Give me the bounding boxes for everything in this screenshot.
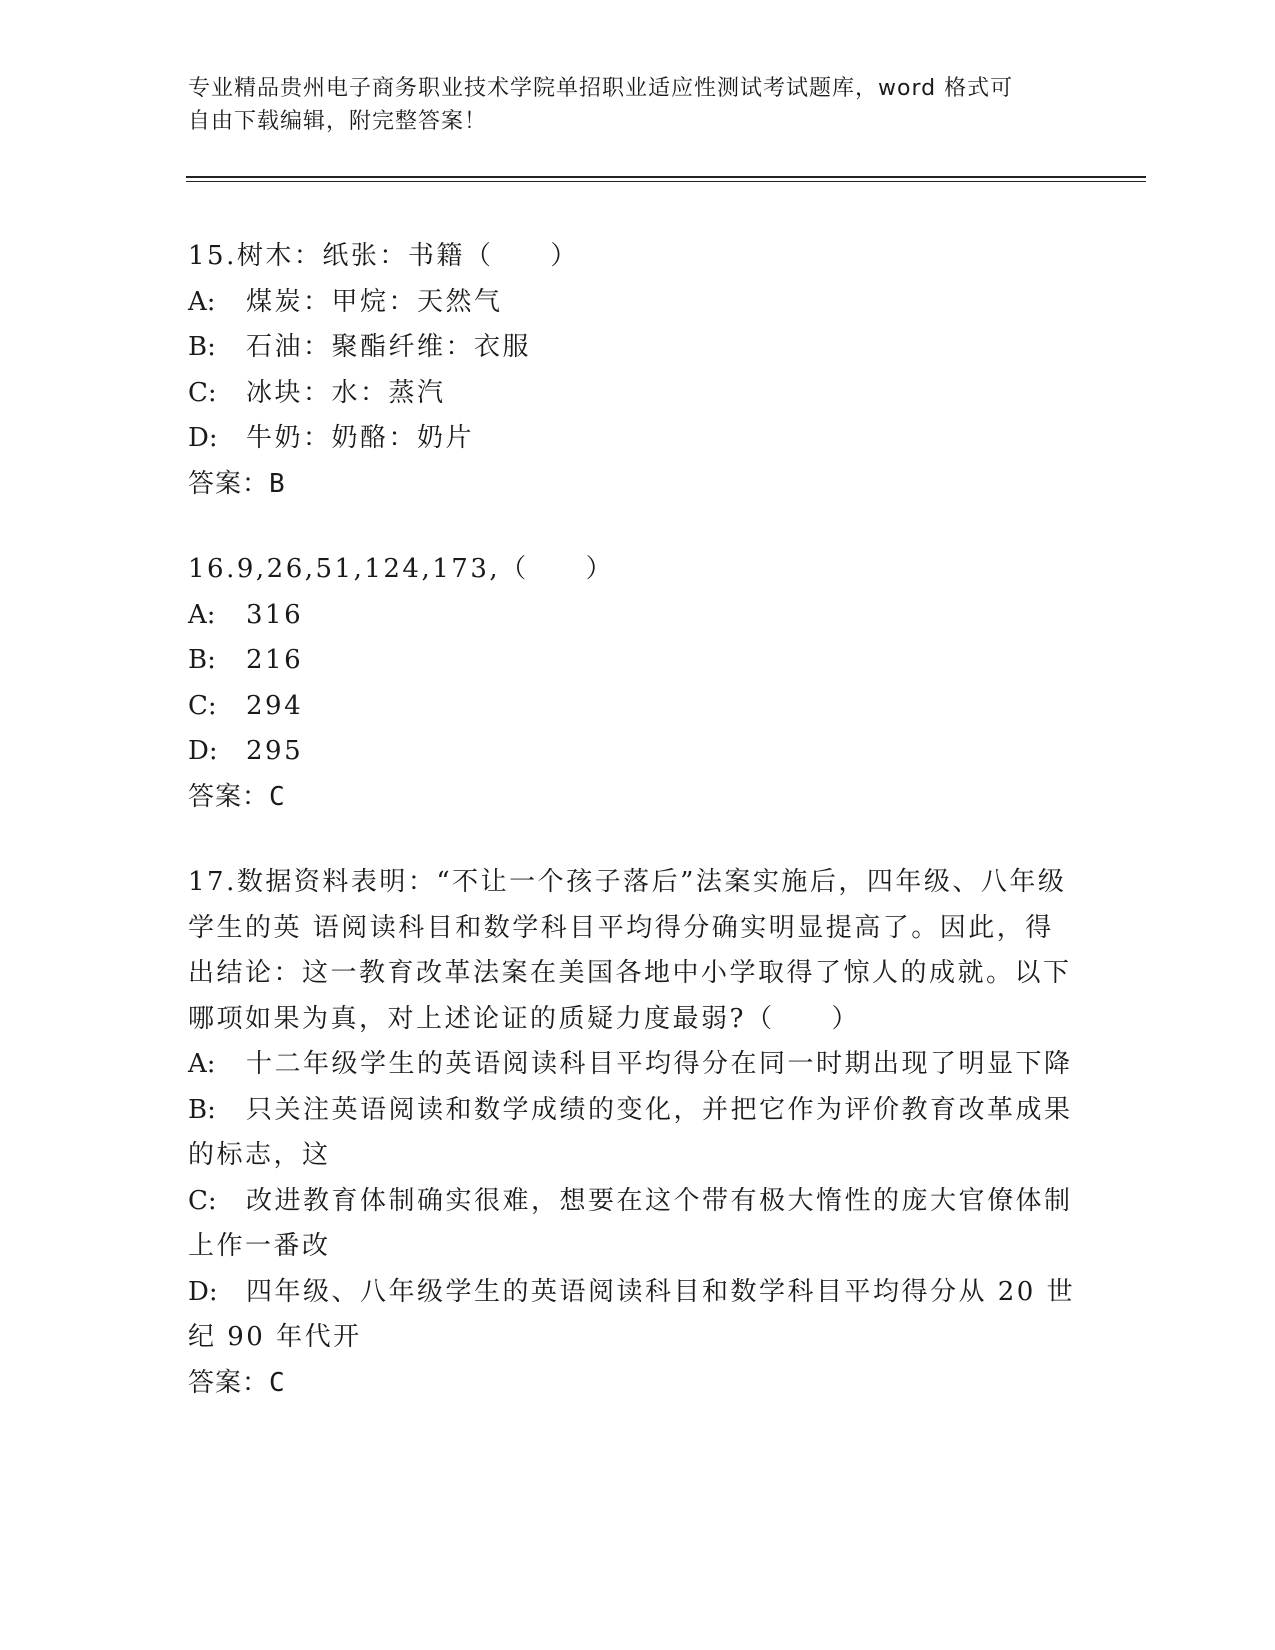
option-text: 316 (246, 599, 304, 630)
option-a (188, 280, 1078, 326)
option-text: 改进教育体制确实很难，想要在这个带有极大惰性的庞大官僚体制上作一番改 (188, 1185, 1073, 1261)
option-key: A: (188, 599, 216, 630)
answer-label: 答案： (188, 1367, 270, 1398)
option-key: A: (188, 286, 216, 317)
option-text: 十二年级学生的英语阅读科目平均得分在同一时期出现了明显下降 (246, 1049, 1073, 1079)
answer-line (188, 775, 1078, 821)
option-c (188, 684, 1078, 730)
answer-value: C (269, 1367, 286, 1398)
question-17 (188, 860, 1078, 1406)
option-d (188, 729, 1078, 775)
document-header (188, 72, 1088, 138)
option-key: C: (188, 1185, 217, 1216)
answer-label: 答案： (188, 468, 270, 499)
option-d (188, 1270, 1078, 1361)
option-c (188, 1179, 1078, 1270)
option-d (188, 416, 1078, 462)
question-title: 15.树木：纸张：书籍（ ） (188, 241, 579, 271)
option-key: D: (188, 423, 218, 453)
option-key: A: (188, 1049, 216, 1079)
answer-value: C (269, 781, 286, 812)
option-text: 294 (246, 690, 304, 721)
option-text: 只关注英语阅读和数学成绩的变化，并把它作为评价教育改革成果的标志，这 (188, 1094, 1073, 1170)
option-key: D: (188, 736, 218, 766)
answer-line (188, 462, 1078, 508)
option-key: B: (188, 332, 216, 362)
question-title: 17.数据资料表明：“不让一个孩子落后”法案实施后，四年级、八年级学生的英 语阅读科目和数学科目平均得分确实明显提高了。因此，得出结论：这一教育改革法案在美国各地中小学取得了惊人的成就。以下哪项如果为真，对上述论证的质疑力度最弱?（ ） (188, 867, 1072, 1034)
option-a (188, 593, 1078, 639)
question-title: 16.9,26,51,124,173,（ ） (188, 554, 615, 584)
header-line-1: 专业精品贵州电子商务职业技术学院单招职业适应性测试考试题库，word 格式可 (188, 76, 1014, 101)
option-b (188, 638, 1078, 684)
option-key: D: (188, 1276, 218, 1307)
option-text: 冰块：水：蒸汽 (246, 377, 446, 408)
option-text: 牛奶：奶酪：奶片 (246, 423, 475, 453)
option-c (188, 371, 1078, 417)
header-divider-thin (186, 181, 1146, 182)
option-key: B: (188, 645, 216, 675)
header-line-2: 自由下载编辑，附完整答案！ (188, 109, 488, 134)
answer-label: 答案： (188, 781, 270, 812)
option-text: 煤炭：甲烷：天然气 (246, 286, 503, 317)
option-b (188, 1088, 1078, 1179)
option-key: C: (188, 690, 217, 721)
option-text: 石油：聚酯纤维：衣服 (246, 332, 532, 362)
question-list (188, 234, 1078, 1446)
option-b (188, 325, 1078, 371)
question-15 (188, 234, 1078, 507)
option-text: 216 (246, 645, 304, 675)
answer-line (188, 1361, 1078, 1407)
option-key: B: (188, 1094, 216, 1125)
answer-value: B (269, 468, 286, 499)
question-16 (188, 547, 1078, 820)
option-text: 295 (246, 736, 304, 766)
header-divider-thick (186, 176, 1146, 178)
option-key: C: (188, 377, 217, 408)
option-text: 四年级、八年级学生的英语阅读科目和数学科目平均得分从 20 世纪 90 年代开 (188, 1276, 1076, 1352)
option-a (188, 1042, 1078, 1088)
